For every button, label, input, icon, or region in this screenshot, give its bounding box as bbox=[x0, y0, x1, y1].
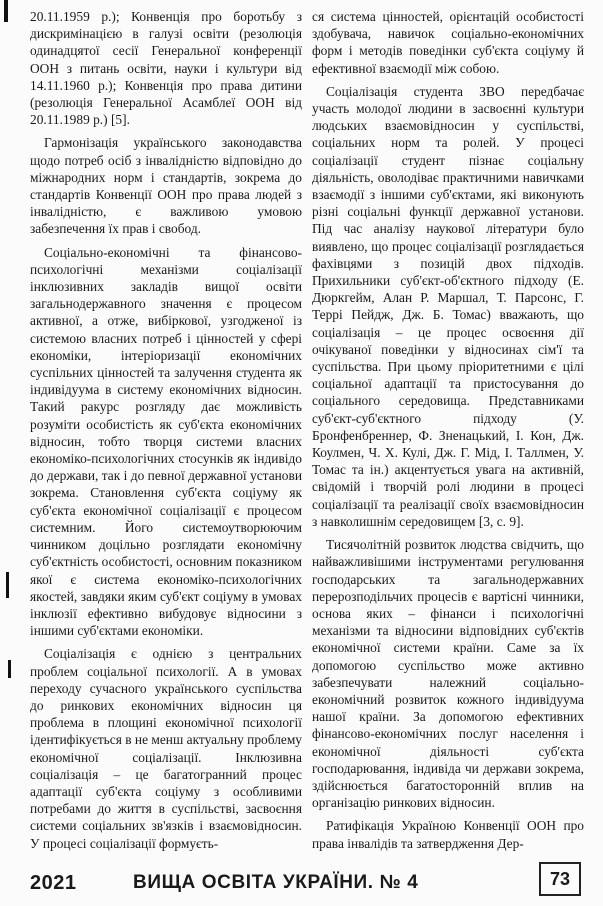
paragraph: Соціально-економічні та фінансово-психологічні механізми соціалізації інклюзивних закладів вищої освіти загальнодержавного значення є процесом активної, а отже, вибіркової, узгодженої із системою власних потреб і цінностей у сфері економіки, інтеріоризації економічних суспільних цінностей та залучення студента як індивідуума в систему економічних відносин. Такий ракурс розгляду дає можливість розуміти особистість як суб'єкта економічних відносин, тобто творця системи власних економіко-психологічних стосунків як індивідо до держави, так і до певної державної установи зокрема. Становлення суб'єкта соціуму як суб'єкта економічної соціалізації є процесом системним. Його системоутворюючим чинником доцільно розглядати економічну суб'єктність особистості, основним показником якої є система економіко-психологічних якостей, завдяки яким суб'єкт соціуму в умовах інклюзії ефективно вибудовує відносини з іншими суб'єктами економіки. bbox=[30, 244, 302, 639]
paragraph: Соціалізація студента ЗВО передбачає участь молодої людини в засвоєнні культури людських взаємовідносин у суспільстві, соціальних норм та ролей. У процесі соціалізації студент пізнає соціальну діяльність, оволодіває практичними навичками взаємодії з іншими суб'єктами, які виконують різні соціальні функції державної установи. Під час аналізу наукової літератури було виявлено, що процес соціалізації розглядається фахівцями з позицій двох підходів. Прихильники суб'єкт-об'єктного підходу (Е. Дюркгейм, Алан Р. Маршал, Т. Парсонс, Г. Террі Пейдж, Дж. Б. Томас) вважають, що соціалізація – це процес освоєння дії очікуваної поведінки у відносинах сім'ї та суспільства. При цьому пріоритетними є цілі соціальної адаптації та пристосування до соціального середовища. Представниками суб'єкт-суб'єктного підходу (У. Бронфенбреннер, Ф. Зненацький, І. Кон, Дж. Коулмен, Ч. Х. Кулі, Дж. Г. Мід, І. Таллмен, У. Томас та ін.) акцентується увага на активній, свідомій і творчій ролі людини в процесі соціалізації та реалізації своїх взаємовідносин з навколишнім середовищем [3, с. 9]. bbox=[312, 83, 584, 529]
left-text-column bbox=[30, 8, 302, 858]
margin-mark bbox=[8, 660, 11, 678]
right-text-column bbox=[312, 8, 584, 858]
paragraph: Соціалізація є однією з центральних проблем соціальної психології. А в умовах переходу сучасного українського суспільства до ринкових економічних відносин ця проблема в площині економічної психології ідентифікується в не менш актуальну проблему економічної соціалізації. Інклюзивна соціалізація – це багатогранний процес адаптації суб'єкта соціуму з особливими потребами до життя в суспільстві, засвоєння системи соціальних зв'язків і взаємовідносин. У процесі соціалізації формуєть- bbox=[30, 646, 302, 851]
paragraph: Гармонізація українського законодавства щодо потреб осіб з інвалідністю відповідно до міжнародних норм і стандартів, зокрема до стандартів Конвенції ООН про права людей з інвалідністю, є важливою умовою забезпечення їх прав і свобод. bbox=[30, 135, 302, 237]
journal-title: ВИЩА ОСВІТА УКРАЇНИ. № 4 bbox=[133, 872, 419, 893]
margin-mark bbox=[4, 0, 8, 22]
paragraph: 20.11.1959 р.); Конвенція про боротьбу з дискримінацією в галузі освіти (резолюція одинадцятої сесії Генеральної конференції ООН з питань освіти, науки і культури від 14.11.1960 р.); Конвенція про права дитини (резолюція Генеральної Асамблеї ООН від 20.11.1989 р.) [5]. bbox=[30, 9, 302, 128]
page-number: 73 bbox=[539, 862, 581, 896]
paragraph: ся система цінностей, орієнтацій особистості здобувача, навичок соціально-економічних форм і методів поведінки суб'єкта соціуму й ефективної взаємодії між собою. bbox=[312, 9, 584, 76]
paragraph: Ратифікація Україною Конвенції ООН про права інвалідів та затвердження Дер- bbox=[312, 818, 584, 851]
margin-mark bbox=[6, 572, 9, 598]
page-footer bbox=[30, 860, 589, 894]
footer-year: 2021 bbox=[30, 872, 77, 894]
paragraph: Тисячолітній розвиток людства свідчить, що найважливішими інструментами регулювання господарських та загальнодержавних перерозподільчих процесів є вартісні чинники, основа яких – фінанси і психологічні механізми та відносини відповідних суб'єктів економічної системи країни. Саме за їх допомогою суспільство може активно забезпечувати належний соціально-економічний розвиток кожного індивідуума нашої країни. За допомогою ефективних фінансово-економічних послуг населення і економічної діяльності суб'єкта господарювання, індивіда чи держави зокрема, здійснюється багатосторонній вплив на організацію ринкових відносин. bbox=[312, 537, 584, 811]
